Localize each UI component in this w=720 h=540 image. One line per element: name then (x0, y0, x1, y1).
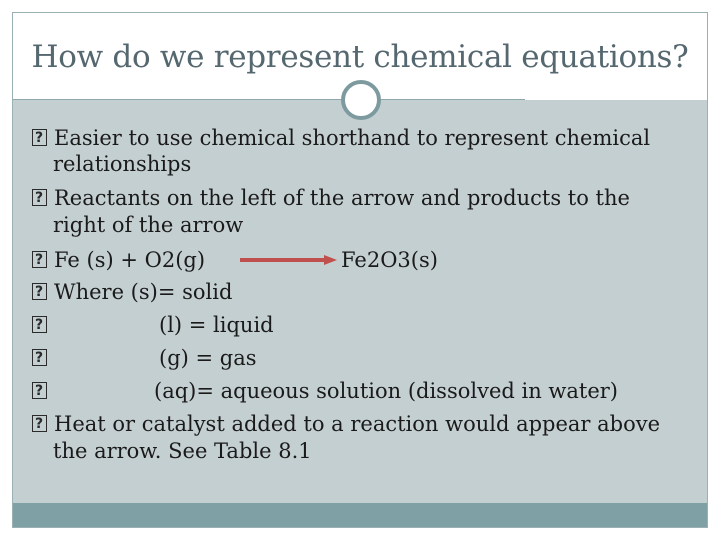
bullet-2-line-1: ?Reactants on the left of the arrow and products to the (30, 184, 630, 212)
bullet-icon (30, 414, 52, 434)
bullet-8-line-2: the arrow. See Table 8.1 (53, 439, 312, 463)
bullet-6: ?(g) = gas (30, 344, 257, 372)
bullet-5: ?(l) = liquid (30, 311, 274, 339)
divider-circle-ornament (341, 80, 381, 120)
footer-bar (13, 503, 707, 527)
slide-title: How do we represent chemical equations? (31, 39, 689, 75)
bullet-3-equation-right: Fe2O3(s) (341, 248, 438, 272)
bullet-8-line-1: ?Heat or catalyst added to a reaction would appear above (30, 410, 660, 438)
bullet-4: ?Where (s)= solid (30, 278, 232, 306)
bullet-icon (30, 128, 52, 148)
bullet-2-line-2: right of the arrow (53, 213, 244, 237)
bullet-3-equation-left: ?Fe (s) + O2(g) (30, 246, 205, 274)
bullet-icon (30, 188, 52, 208)
reaction-arrow-icon (238, 254, 338, 266)
bullet-1-line-2: relationships (53, 152, 192, 176)
bullet-7: ?(aq)= aqueous solution (dissolved in water) (30, 377, 618, 405)
bullet-icon (30, 282, 52, 302)
bullet-icon (30, 250, 52, 270)
bullet-1-line-1: ?Easier to use chemical shorthand to represent chemical (30, 124, 650, 152)
bullet-icon (30, 315, 52, 335)
bullet-icon (30, 348, 52, 368)
bullet-icon (30, 381, 52, 401)
